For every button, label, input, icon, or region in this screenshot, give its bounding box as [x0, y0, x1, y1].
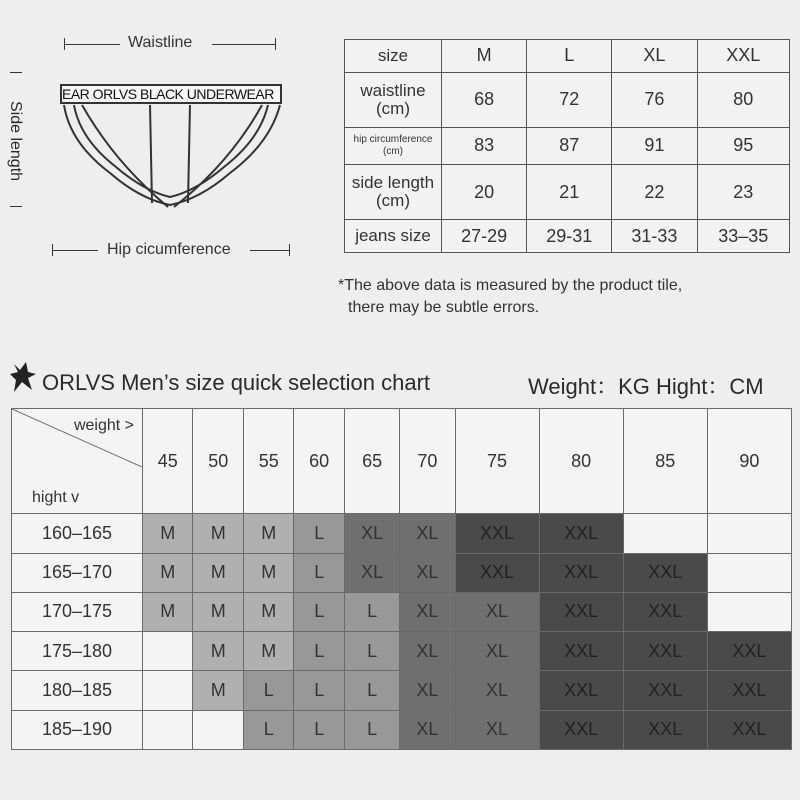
size-cell: [707, 553, 791, 592]
size-value: 72: [527, 72, 612, 127]
height-range-cell: 175–180: [12, 632, 143, 671]
weight-header-cell: 90: [707, 409, 791, 514]
height-range-cell: 180–185: [12, 671, 143, 710]
size-value: 83: [442, 127, 527, 164]
grid-row: [12, 553, 792, 592]
weight-header-cell: 45: [143, 409, 193, 514]
size-value: 27-29: [442, 220, 527, 253]
size-table-row: [345, 127, 790, 164]
weight-header-cell: 75: [455, 409, 539, 514]
size-cell: L: [294, 514, 344, 553]
row-label: side length (cm): [345, 165, 442, 220]
row-label: waistline (cm): [345, 72, 442, 127]
weight-header-cell: 55: [243, 409, 293, 514]
hip-line-right: [250, 250, 290, 251]
note-line-1: *The above data is measured by the product tile,: [338, 277, 683, 294]
weight-header-cell: 50: [193, 409, 243, 514]
size-cell: M: [193, 632, 243, 671]
size-cell: XL: [400, 710, 455, 749]
size-cell: XXL: [539, 710, 623, 749]
size-cell: XXL: [539, 514, 623, 553]
size-cell: XL: [455, 710, 539, 749]
size-value: 22: [612, 165, 697, 220]
size-table: [344, 39, 790, 253]
height-range-cell: 160–165: [12, 514, 143, 553]
size-selection-grid: [11, 408, 792, 750]
waistband: [60, 84, 282, 104]
size-cell: XXL: [623, 553, 707, 592]
waistband-text: EAR ORLVS BLACK UNDERWEAR: [62, 86, 274, 102]
size-cell: M: [193, 592, 243, 631]
size-cell: XXL: [623, 710, 707, 749]
size-cell: L: [294, 671, 344, 710]
brand-logo-icon: [8, 360, 38, 394]
weight-header-cell: 80: [539, 409, 623, 514]
size-cell: XXL: [707, 671, 791, 710]
grid-row: [12, 710, 792, 749]
size-value: 95: [697, 127, 789, 164]
note-line-2: there may be subtle errors.: [348, 299, 540, 316]
size-cell: XXL: [455, 514, 539, 553]
size-value: 87: [527, 127, 612, 164]
size-cell: [707, 514, 791, 553]
size-cell: M: [193, 514, 243, 553]
jockstrap-illustration: [60, 103, 284, 215]
side-length-label: [0, 66, 30, 216]
height-range-cell: 170–175: [12, 592, 143, 631]
size-cell: XXL: [707, 632, 791, 671]
grid-corner: [12, 409, 143, 514]
size-cell: XL: [344, 553, 399, 592]
size-cell: M: [243, 553, 293, 592]
row-label: hip circumference (cm): [345, 127, 442, 164]
grid-row: [12, 592, 792, 631]
grid-row: [12, 514, 792, 553]
grid-row: [12, 671, 792, 710]
size-cell: M: [243, 514, 293, 553]
size-table-row: [345, 72, 790, 127]
waist-line-left: [64, 44, 120, 45]
side-cap-bottom: [10, 206, 22, 207]
weight-header-cell: 60: [294, 409, 344, 514]
size-cell: [143, 632, 193, 671]
waistline-label: Waistline: [128, 34, 193, 51]
size-cell: L: [294, 592, 344, 631]
size-cell: M: [143, 553, 193, 592]
size-cell: XL: [400, 592, 455, 631]
hip-line-left: [52, 250, 98, 251]
size-cell: XL: [455, 632, 539, 671]
size-header-cell: XL: [612, 40, 697, 73]
size-value: 68: [442, 72, 527, 127]
size-cell: L: [243, 710, 293, 749]
size-value: 23: [697, 165, 789, 220]
size-table-row: [345, 220, 790, 253]
waist-line-right: [212, 44, 276, 45]
size-header-cell: M: [442, 40, 527, 73]
size-value: 29-31: [527, 220, 612, 253]
size-cell: M: [243, 592, 293, 631]
size-cell: XL: [455, 592, 539, 631]
size-table-row: [345, 165, 790, 220]
measurement-note: [338, 275, 682, 319]
hip-label: Hip cicumference: [107, 241, 231, 258]
size-cell: M: [193, 553, 243, 592]
size-cell: [623, 514, 707, 553]
size-cell: XXL: [455, 553, 539, 592]
size-value: 33–35: [697, 220, 789, 253]
size-cell: XL: [400, 514, 455, 553]
size-header-cell: L: [527, 40, 612, 73]
size-cell: L: [294, 632, 344, 671]
size-cell: XXL: [539, 632, 623, 671]
size-cell: XL: [455, 671, 539, 710]
size-cell: M: [243, 632, 293, 671]
size-cell: XXL: [623, 632, 707, 671]
size-cell: XL: [400, 671, 455, 710]
size-table-header: [345, 40, 790, 73]
size-value: 80: [697, 72, 789, 127]
size-cell: XXL: [539, 592, 623, 631]
weight-header-cell: 65: [344, 409, 399, 514]
size-value: 91: [612, 127, 697, 164]
chart-heading: ORLVS Men’s size quick selection chart: [42, 370, 431, 395]
size-cell: M: [193, 671, 243, 710]
size-cell: XXL: [623, 592, 707, 631]
size-cell: [143, 671, 193, 710]
size-cell: L: [294, 553, 344, 592]
size-cell: [193, 710, 243, 749]
size-cell: M: [143, 514, 193, 553]
row-label: jeans size: [345, 220, 442, 253]
hip-cap-right: [289, 244, 290, 256]
size-cell: L: [294, 710, 344, 749]
height-axis-label: hight v: [32, 489, 80, 507]
size-cell: XXL: [623, 671, 707, 710]
size-cell: [143, 710, 193, 749]
size-cell: XL: [344, 514, 399, 553]
size-cell: L: [344, 710, 399, 749]
weight-axis-label: weight >: [73, 417, 134, 434]
size-cell: L: [344, 632, 399, 671]
grid-header-row: [12, 409, 792, 514]
size-cell: L: [344, 671, 399, 710]
size-cell: M: [143, 592, 193, 631]
grid-row: [12, 632, 792, 671]
size-value: 76: [612, 72, 697, 127]
size-value: 31-33: [612, 220, 697, 253]
height-range-cell: 185–190: [12, 710, 143, 749]
waist-cap-right: [275, 38, 276, 50]
size-header-cell: XXL: [697, 40, 789, 73]
size-cell: L: [243, 671, 293, 710]
weight-header-cell: 70: [400, 409, 455, 514]
size-value: 21: [527, 165, 612, 220]
size-cell: L: [344, 592, 399, 631]
size-cell: [707, 592, 791, 631]
size-cell: XXL: [539, 671, 623, 710]
side-length-text: Side length: [7, 100, 24, 182]
size-cell: XXL: [539, 553, 623, 592]
size-header-cell: size: [345, 40, 442, 73]
weight-header-cell: 85: [623, 409, 707, 514]
size-cell: XXL: [707, 710, 791, 749]
units-label: Weight：KG Hight：CM: [528, 374, 764, 399]
height-range-cell: 165–170: [12, 553, 143, 592]
size-value: 20: [442, 165, 527, 220]
size-cell: XL: [400, 632, 455, 671]
size-cell: XL: [400, 553, 455, 592]
